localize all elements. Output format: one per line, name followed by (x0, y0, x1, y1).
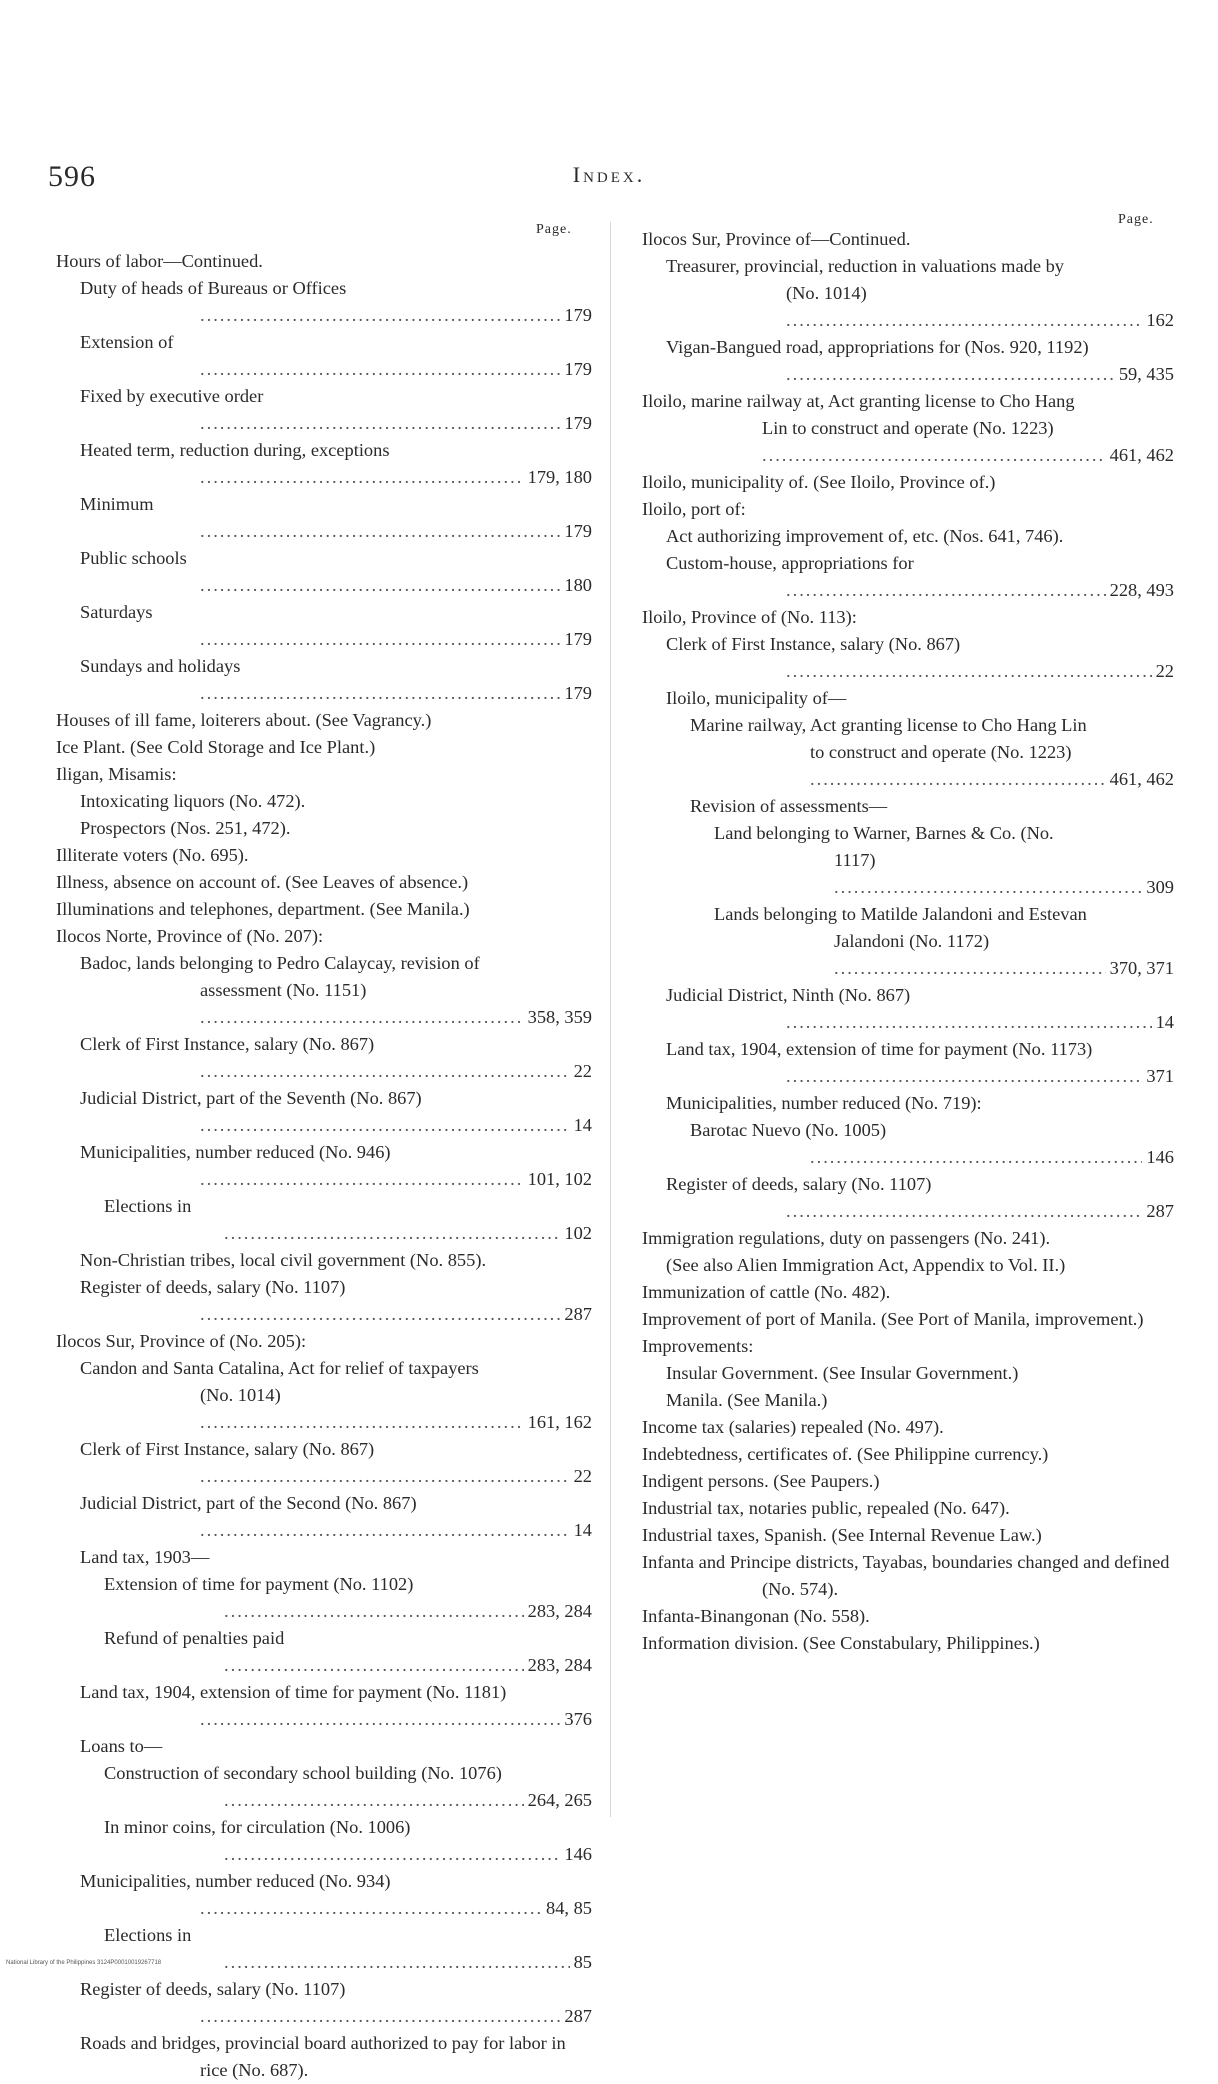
index-entry (56, 815, 592, 842)
index-entry (642, 631, 1174, 685)
index-entry (56, 1274, 592, 1328)
index-entry-page: 22 (570, 1463, 592, 1490)
page-column-label-right: Page. (1118, 212, 1154, 227)
index-entry-page: 264, 265 (524, 1787, 592, 1814)
index-entry (56, 1976, 592, 2030)
index-entry-text: Industrial tax, notaries public, repealed (No. 647). (642, 1498, 1010, 1518)
index-entry-text: Manila. (See Manila.) (666, 1390, 828, 1410)
index-entry-text: Elections in ..... (104, 1925, 592, 1972)
index-entry (642, 1090, 1174, 1117)
index-entry (642, 1441, 1174, 1468)
index-entry-text: Judicial District, part of the Second (No. 867) ..... (80, 1493, 592, 1540)
index-entry-text: Lands belonging to Matilde Jalandoni and Estevan Jalandoni (No. 1172) ..... (714, 904, 1174, 978)
index-entry (642, 604, 1174, 631)
index-entry (56, 1355, 592, 1436)
index-entry-text: Infanta-Binangonan (No. 558). (642, 1606, 870, 1626)
index-entry (642, 1468, 1174, 1495)
index-entry-text: Insular Government. (See Insular Government.) (666, 1363, 1019, 1383)
index-entry (642, 1306, 1174, 1333)
index-entry-text: Treasurer, provincial, reduction in valuations made by (No. 1014) ..... (666, 256, 1174, 330)
index-entry (56, 1679, 592, 1733)
index-entry-text: Register of deeds, salary (No. 1107) ..... (80, 1979, 592, 2026)
index-entry-text: Judicial District, part of the Seventh (No. 867) ..... (80, 1088, 592, 1135)
index-entry (56, 923, 592, 950)
index-entry-page: 14 (570, 1517, 592, 1544)
index-entry-page: 179 (560, 518, 592, 545)
index-entry (642, 1387, 1174, 1414)
index-entry-text: Minimum ..... (80, 494, 592, 541)
index-entry-page: 287 (560, 1301, 592, 1328)
index-entry-page: 370, 371 (1106, 955, 1174, 982)
index-entry-text: Ilocos Norte, Province of (No. 207): (56, 926, 324, 946)
index-entry-text: Refund of penalties paid ..... (104, 1628, 592, 1675)
index-entry-text: Prospectors (Nos. 251, 472). (80, 818, 291, 838)
index-entry-text: Duty of heads of Bureaus or Offices ..... (80, 278, 592, 325)
index-entry (642, 901, 1174, 982)
index-entry (642, 1225, 1174, 1252)
index-entry (56, 1328, 592, 1355)
index-entry (642, 982, 1174, 1036)
index-entry-page: 371 (1142, 1063, 1174, 1090)
index-entry-text: Indebtedness, certificates of. (See Philippine currency.) (642, 1444, 1049, 1464)
index-entry-text: Income tax (salaries) repealed (No. 497). (642, 1417, 944, 1437)
index-entry (56, 896, 592, 923)
index-entry (642, 793, 1174, 820)
index-entry (642, 1603, 1174, 1630)
index-entry-text: Loans to— (80, 1736, 163, 1756)
index-entry (642, 1036, 1174, 1090)
index-entry-page: 59, 435 (1115, 361, 1174, 388)
index-entry (56, 761, 592, 788)
index-entry-text: Ilocos Sur, Province of—Continued. (642, 229, 911, 249)
index-entry-page: 101, 102 (524, 1166, 592, 1193)
index-entry-text: Improvements: (642, 1336, 754, 1356)
index-entry (56, 599, 592, 653)
index-entry (642, 469, 1174, 496)
index-entry (56, 1814, 592, 1868)
index-entry-text: Extension of time for payment (No. 1102) ..... (104, 1574, 592, 1621)
index-entry-text: Heated term, reduction during, exceptions ..... (80, 440, 592, 487)
index-entry (642, 1495, 1174, 1522)
index-entry (56, 1085, 592, 1139)
index-entry-text: Houses of ill fame, loiterers about. (See Vagrancy.) (56, 710, 432, 730)
index-entry-text: Municipalities, number reduced (No. 934) ..... (80, 1871, 592, 1918)
index-entry-text: Register of deeds, salary (No. 1107) ..... (80, 1277, 592, 1324)
index-entry-text: Iligan, Misamis: (56, 764, 177, 784)
index-entry (642, 550, 1174, 604)
index-entry-text: Register of deeds, salary (No. 1107) ..... (666, 1174, 1174, 1221)
page-column-label-left: Page. (536, 222, 572, 237)
index-entry (56, 1571, 592, 1625)
index-entry-text: Barotac Nuevo (No. 1005) ..... (690, 1120, 1174, 1167)
index-entry-page: 283, 284 (524, 1652, 592, 1679)
index-entry (56, 1247, 592, 1274)
index-entry-page: 179, 180 (524, 464, 592, 491)
index-entry-page: 22 (570, 1058, 592, 1085)
index-entry (56, 1733, 592, 1760)
index-entry-page: 22 (1152, 658, 1174, 685)
index-entry (56, 1544, 592, 1571)
index-entry-text: Illness, absence on account of. (See Leaves of absence.) (56, 872, 469, 892)
index-entry (642, 1414, 1174, 1441)
index-column-right (642, 226, 1174, 1657)
index-entry (56, 1490, 592, 1544)
index-entry-page: 84, 85 (542, 1895, 592, 1922)
index-entry-page: 85 (570, 1949, 592, 1976)
index-entry-text: Saturdays ..... (80, 602, 592, 649)
index-entry (642, 1333, 1174, 1360)
index-entry (56, 248, 592, 275)
index-entry-text: Ice Plant. (See Cold Storage and Ice Plant.) (56, 737, 376, 757)
index-entry (642, 496, 1174, 523)
index-entry-page: 14 (1152, 1009, 1174, 1036)
footer-credit: National Library of the Philippines 3124P00010019267718 (6, 1960, 162, 1966)
index-entry-text: Iloilo, Province of (No. 113): (642, 607, 857, 627)
index-entry-text: Immunization of cattle (No. 482). (642, 1282, 891, 1302)
index-entry-page: 287 (1142, 1198, 1174, 1225)
index-entry-text: Land belonging to Warner, Barnes & Co. (No. 1117) ..... (714, 823, 1174, 897)
index-column-left (56, 248, 592, 2084)
index-entry (642, 1117, 1174, 1171)
index-entry-page: 461, 462 (1106, 766, 1174, 793)
index-entry-page: 376 (560, 1706, 592, 1733)
index-entry-page: 287 (560, 2003, 592, 2030)
index-entry-text: In minor coins, for circulation (No. 1006) ..... (104, 1817, 592, 1864)
index-entry (642, 820, 1174, 901)
index-entry-text: Land tax, 1903— (80, 1547, 210, 1567)
index-entry-page: 146 (560, 1841, 592, 1868)
index-entry (56, 437, 592, 491)
index-entry-page: 179 (560, 626, 592, 653)
index-entry-text: Non-Christian tribes, local civil government (No. 855). (80, 1250, 487, 1270)
index-entry (642, 712, 1174, 793)
index-entry (56, 1436, 592, 1490)
index-entry-text: Public schools ..... (80, 548, 592, 595)
index-entry-text: (See also Alien Immigration Act, Appendix to Vol. II.) (666, 1255, 1066, 1275)
index-entry (56, 1139, 592, 1193)
index-entry (642, 685, 1174, 712)
index-entry (642, 1360, 1174, 1387)
index-entry-text: Municipalities, number reduced (No. 946) ..... (80, 1142, 592, 1189)
index-entry (642, 334, 1174, 388)
index-entry-text: Act authorizing improvement of, etc. (Nos. 641, 746). (666, 526, 1064, 546)
index-entry-text: Sundays and holidays ..... (80, 656, 592, 703)
index-entry (56, 329, 592, 383)
index-entry-page: 179 (560, 356, 592, 383)
index-entry-page: 162 (1142, 307, 1174, 334)
index-entry-text: Badoc, lands belonging to Pedro Calaycay, revision of assessment (No. 1151) ..... (80, 953, 592, 1027)
index-entry (56, 788, 592, 815)
index-entry-text: Infanta and Principe districts, Tayabas, boundaries changed and defined (No. 574). (642, 1552, 1170, 1599)
index-entry-text: Vigan-Bangued road, appropriations for (Nos. 920, 1192) ..... (666, 337, 1174, 384)
index-entry (642, 388, 1174, 469)
index-entry (642, 253, 1174, 334)
index-entry-text: Land tax, 1904, extension of time for payment (No. 1173) ..... (666, 1039, 1174, 1086)
index-entry-text: Industrial taxes, Spanish. (See Internal Revenue Law.) (642, 1525, 1042, 1545)
index-entry-text: Candon and Santa Catalina, Act for relief of taxpayers (No. 1014) ..... (80, 1358, 592, 1432)
index-entry-page: 180 (560, 572, 592, 599)
index-entry (56, 545, 592, 599)
index-entry-page: 146 (1142, 1144, 1174, 1171)
index-entry (642, 226, 1174, 253)
index-entry (56, 842, 592, 869)
index-entry-text: Fixed by executive order ..... (80, 386, 592, 433)
index-entry-text: Improvement of port of Manila. (See Port of Manila, improvement.) (642, 1309, 1144, 1329)
index-entry-text: Iloilo, municipality of. (See Iloilo, Province of.) (642, 472, 996, 492)
index-entry-text: Iloilo, port of: (642, 499, 746, 519)
index-entry-text: Revision of assessments— (690, 796, 888, 816)
index-entry (56, 653, 592, 707)
index-entry-page: 358, 359 (524, 1004, 592, 1031)
index-entry (56, 869, 592, 896)
index-entry-text: Clerk of First Instance, salary (No. 867) ..... (666, 634, 1174, 681)
index-entry-text: Municipalities, number reduced (No. 719): (666, 1093, 982, 1113)
index-entry-page: 179 (560, 680, 592, 707)
index-entry (642, 1171, 1174, 1225)
running-head: Index. (572, 162, 646, 187)
index-entry-page: 309 (1142, 874, 1174, 901)
index-entry (56, 383, 592, 437)
index-entry-page: 461, 462 (1106, 442, 1174, 469)
index-entry-page: 102 (560, 1220, 592, 1247)
index-entry-text: Intoxicating liquors (No. 472). (80, 791, 306, 811)
index-entry-text: Land tax, 1904, extension of time for payment (No. 1181) ..... (80, 1682, 592, 1729)
index-entry (56, 707, 592, 734)
index-entry-text: Judicial District, Ninth (No. 867) ..... (666, 985, 1174, 1032)
page-number: 596 (48, 160, 96, 193)
index-entry-text: Illuminations and telephones, department. (See Manila.) (56, 899, 470, 919)
index-entry (56, 1922, 592, 1976)
index-entry (56, 950, 592, 1031)
index-entry (642, 523, 1174, 550)
index-entry-text: Hours of labor—Continued. (56, 251, 263, 271)
index-entry (642, 1549, 1174, 1603)
index-entry (642, 1630, 1174, 1657)
index-entry-page: 179 (560, 410, 592, 437)
index-entry (56, 1193, 592, 1247)
index-entry (56, 1625, 592, 1679)
index-entry (56, 275, 592, 329)
index-entry-text: Construction of secondary school building (No. 1076) ..... (104, 1763, 592, 1810)
index-entry (56, 734, 592, 761)
index-entry (56, 1868, 592, 1922)
index-entry-text: Information division. (See Constabulary, Philippines.) (642, 1633, 1040, 1653)
index-entry-text: Clerk of First Instance, salary (No. 867) ..... (80, 1034, 592, 1081)
index-entry (642, 1279, 1174, 1306)
index-entry-text: Marine railway, Act granting license to Cho Hang Lin to construct and operate (No. 1223) ..... (690, 715, 1174, 789)
index-entry-text: Immigration regulations, duty on passengers (No. 241). (642, 1228, 1051, 1248)
index-entry (642, 1252, 1174, 1279)
index-entry-page: 283, 284 (524, 1598, 592, 1625)
index-entry (56, 2030, 592, 2084)
index-entry-text: Roads and bridges, provincial board authorized to pay for labor in rice (No. 687). (80, 2033, 566, 2080)
index-entry-text: Extension of ..... (80, 332, 592, 379)
index-entry-page: 179 (560, 302, 592, 329)
index-entry-page: 161, 162 (524, 1409, 592, 1436)
index-entry-text: Iloilo, municipality of— (666, 688, 847, 708)
index-entry-text: Custom-house, appropriations for ..... (666, 553, 1174, 600)
index-entry-page: 228, 493 (1106, 577, 1174, 604)
column-divider (610, 222, 611, 1817)
index-entry-text: Indigent persons. (See Paupers.) (642, 1471, 880, 1491)
index-entry-text: Elections in ..... (104, 1196, 592, 1243)
index-entry (56, 1760, 592, 1814)
index-entry-text: Illiterate voters (No. 695). (56, 845, 249, 865)
index-entry-page: 14 (570, 1112, 592, 1139)
index-entry-text: Iloilo, marine railway at, Act granting license to Cho Hang Lin to construct and operate (No. 1223) ..... (642, 391, 1174, 465)
index-entry-text: Clerk of First Instance, salary (No. 867) ..... (80, 1439, 592, 1486)
index-entry (56, 1031, 592, 1085)
index-entry (56, 491, 592, 545)
index-entry (642, 1522, 1174, 1549)
index-entry-text: Ilocos Sur, Province of (No. 205): (56, 1331, 307, 1351)
